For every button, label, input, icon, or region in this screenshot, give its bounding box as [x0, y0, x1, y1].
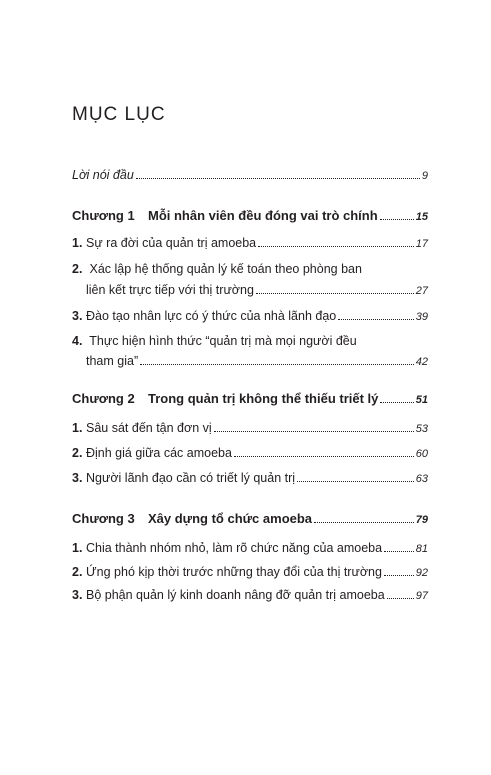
- toc-page-number: 27: [415, 285, 428, 297]
- entry-text: Thực hiện hình thức “quản trị mà mọi người đều: [89, 334, 357, 348]
- dot-leader: [387, 597, 414, 599]
- entry-text: liên kết trực tiếp với thị trường: [86, 283, 254, 297]
- toc-page-number: 51: [415, 394, 428, 406]
- toc-entry[interactable]: [72, 262, 428, 276]
- toc-page-number: 79: [415, 514, 428, 526]
- entry-number: 2.: [72, 446, 83, 460]
- chapter-title: Xây dựng tổ chức amoeba: [148, 511, 313, 526]
- toc-entry[interactable]: [72, 421, 428, 435]
- toc-page-number: 17: [415, 238, 428, 250]
- entry-number: 2.: [72, 565, 83, 579]
- entry-text: Người lãnh đạo cần có triết lý quản trị: [86, 471, 296, 485]
- chapter-number: Chương 3: [72, 511, 135, 526]
- dot-leader: [338, 318, 414, 320]
- dot-leader: [380, 401, 413, 403]
- toc-entry-continuation[interactable]: [72, 354, 428, 368]
- entry-number: 2.: [72, 262, 83, 276]
- toc-entry[interactable]: [72, 309, 428, 323]
- entry-number: 1.: [72, 421, 83, 435]
- dot-leader: [258, 245, 414, 247]
- dot-leader: [136, 177, 420, 179]
- toc-entry[interactable]: [72, 588, 428, 602]
- dot-leader: [140, 363, 414, 365]
- page-title: MỤC LỤC: [72, 104, 166, 125]
- toc-entry-intro[interactable]: [72, 168, 428, 182]
- toc-entry-label: Lời nói đầu: [72, 168, 134, 182]
- toc-entry[interactable]: [72, 565, 428, 579]
- entry-text: Đào tạo nhân lực có ý thức của nhà lãnh đạo: [86, 309, 337, 323]
- toc-chapter-3[interactable]: [72, 511, 428, 526]
- toc-page-number: 53: [415, 423, 428, 435]
- toc-page-number: 92: [415, 567, 428, 579]
- dot-leader: [384, 574, 414, 576]
- entry-number: 1.: [72, 541, 83, 555]
- entry-text: Sự ra đời của quản trị amoeba: [86, 236, 257, 250]
- dot-leader: [214, 430, 414, 432]
- entry-number: 3.: [72, 588, 83, 602]
- dot-leader: [297, 480, 414, 482]
- toc-entry[interactable]: [72, 471, 428, 485]
- entry-text: Chia thành nhóm nhỏ, làm rõ chức năng của amoeba: [86, 541, 383, 555]
- toc-page-number: 97: [415, 590, 428, 602]
- chapter-title: Trong quản trị không thể thiếu triết lý: [148, 391, 379, 406]
- dot-leader: [380, 218, 414, 220]
- toc-entry[interactable]: [72, 334, 428, 348]
- entry-text: tham gia”: [86, 354, 139, 368]
- toc-entry[interactable]: [72, 541, 428, 555]
- toc-page-number: 39: [415, 311, 428, 323]
- toc-page-number: 81: [415, 543, 428, 555]
- toc-entry[interactable]: [72, 446, 428, 460]
- chapter-number: Chương 2: [72, 391, 135, 406]
- toc-entry[interactable]: [72, 236, 428, 250]
- toc-page-number: 63: [415, 473, 428, 485]
- entry-number: 3.: [72, 309, 83, 323]
- toc-chapter-1[interactable]: [72, 208, 428, 223]
- toc-entry-continuation[interactable]: [72, 283, 428, 297]
- chapter-number: Chương 1: [72, 208, 135, 223]
- entry-number: 4.: [72, 334, 83, 348]
- toc-page-number: 60: [415, 448, 428, 460]
- entry-text: Định giá giữa các amoeba: [86, 446, 232, 460]
- dot-leader: [256, 292, 414, 294]
- dot-leader: [234, 455, 414, 457]
- dot-leader: [314, 521, 414, 523]
- toc-page-number: 9: [421, 170, 428, 182]
- dot-leader: [384, 550, 414, 552]
- entry-text: Ứng phó kịp thời trước những thay đổi của thị trường: [86, 565, 382, 579]
- toc-page-number: 15: [415, 211, 428, 223]
- entry-text: Xác lập hệ thống quản lý kế toán theo phòng ban: [89, 262, 362, 276]
- entry-text: Bộ phận quản lý kinh doanh nâng đỡ quản trị amoeba: [86, 588, 385, 602]
- toc-page-number: 42: [415, 356, 428, 368]
- entry-number: 1.: [72, 236, 83, 250]
- chapter-title: Mỗi nhân viên đều đóng vai trò chính: [148, 208, 378, 223]
- entry-text: Sâu sát đến tận đơn vị: [86, 421, 212, 435]
- entry-number: 3.: [72, 471, 83, 485]
- toc-chapter-2[interactable]: [72, 391, 428, 406]
